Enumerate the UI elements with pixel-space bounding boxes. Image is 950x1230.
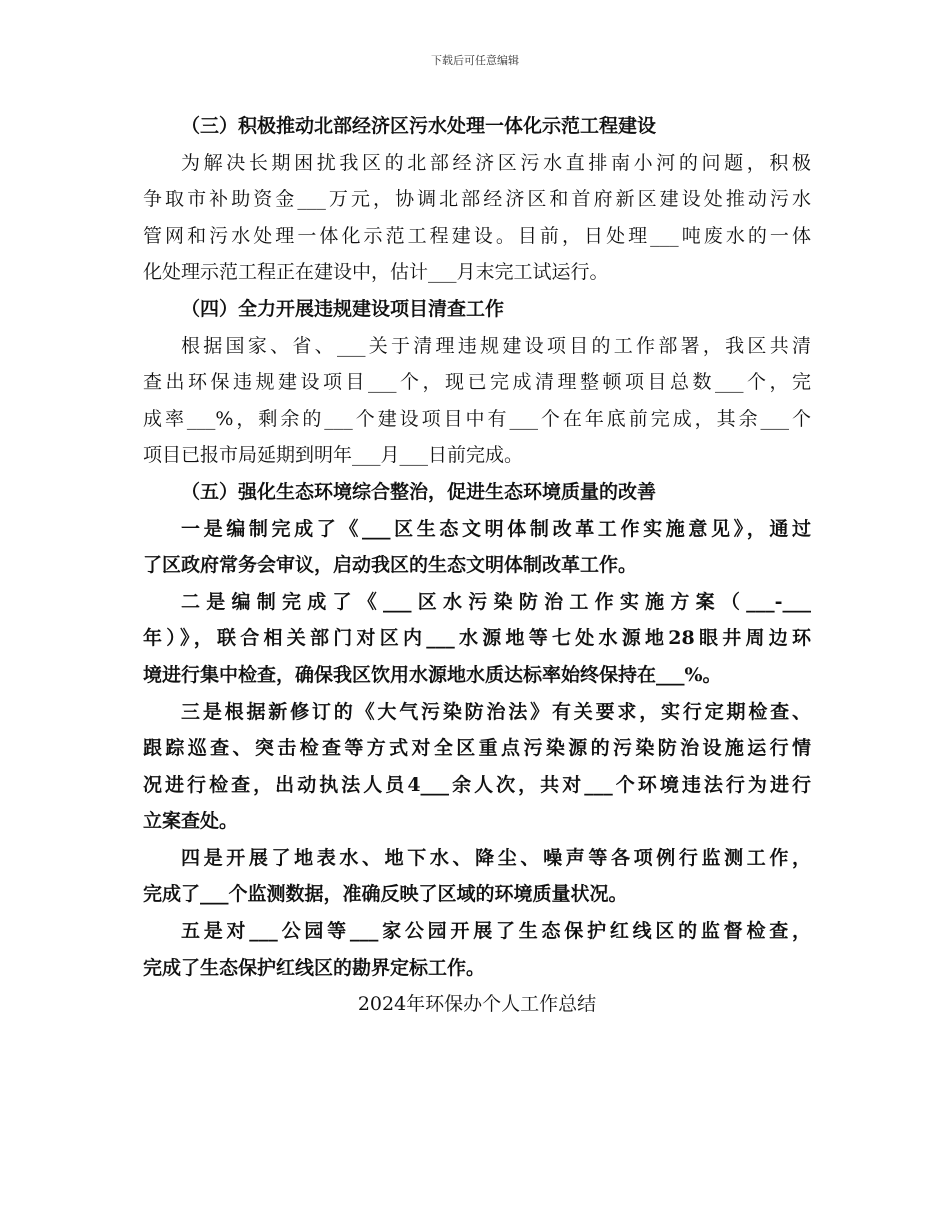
section-heading-5: （五）强化生态环境综合整治，促进生态环境质量的改善 bbox=[181, 480, 657, 503]
page-header: 下载后可任意编辑 bbox=[431, 54, 519, 67]
paragraph-line: 了区政府常务会审议，启动我区的生态文明体制改革工作。 bbox=[143, 554, 638, 577]
paragraph-line: 成率___%，剩余的___个建设项目中有___个在年底前完成，其余___个 bbox=[143, 407, 811, 430]
paragraph-line: 年）》，联合相关部门对区内___水源地等七处水源地28眼井周边环 bbox=[143, 627, 811, 650]
document-title: 2024年环保办个人工作总结 bbox=[357, 993, 597, 1016]
document-body bbox=[143, 108, 811, 1023]
paragraph-line: 四是开展了地表水、地下水、降尘、噪声等各项例行监测工作， bbox=[181, 846, 811, 869]
paragraph-line: 三是根据新修订的《大气污染防治法》有关要求，实行定期检查、 bbox=[181, 700, 811, 723]
paragraph-line: 完成了___个监测数据，准确反映了区域的环境质量状况。 bbox=[143, 883, 628, 906]
paragraph-line: 查出环保违规建设项目___个，现已完成清理整顿项目总数___个，完 bbox=[143, 371, 811, 394]
paragraph-line: 项目已报市局延期到明年___月___日前完成。 bbox=[143, 444, 524, 467]
paragraph-line: 为解决长期困扰我区的北部经济区污水直排南小河的问题，积极 bbox=[181, 151, 811, 174]
paragraph-line: 立案查处。 bbox=[143, 810, 239, 833]
paragraph-line: 争取市补助资金___万元，协调北部经济区和首府新区建设处推动污水 bbox=[143, 188, 811, 211]
paragraph-line: 二是编制完成了《___区水污染防治工作实施方案（___-___ bbox=[181, 590, 811, 613]
paragraph-line: 跟踪巡查、突击检查等方式对全区重点污染源的污染防治设施运行情 bbox=[143, 737, 811, 760]
paragraph-line: 况进行检查，出动执法人员4___余人次，共对___个环境违法行为进行 bbox=[143, 773, 811, 796]
paragraph-line: 境进行集中检查，确保我区饮用水源地水质达标率始终保持在___%。 bbox=[143, 663, 722, 686]
paragraph-line: 完成了生态保护红线区的勘界定标工作。 bbox=[143, 956, 486, 979]
paragraph-line: 化处理示范工程正在建设中，估计___月末完工试运行。 bbox=[143, 261, 609, 284]
paragraph-line: 一是编制完成了《___区生态文明体制改革工作实施意见》，通过 bbox=[181, 517, 811, 540]
paragraph-line: 根据国家、省、___关于清理违规建设项目的工作部署，我区共清 bbox=[181, 334, 811, 357]
section-heading-3: （三）积极推动北部经济区污水处理一体化示范工程建设 bbox=[181, 115, 657, 137]
paragraph-line: 管网和污水处理一体化示范工程建设。目前，日处理___吨废水的一体 bbox=[143, 224, 811, 247]
paragraph-line: 五是对___公园等___家公园开展了生态保护红线区的监督检查， bbox=[181, 920, 811, 943]
section-heading-4: （四）全力开展违规建设项目清查工作 bbox=[181, 297, 505, 320]
